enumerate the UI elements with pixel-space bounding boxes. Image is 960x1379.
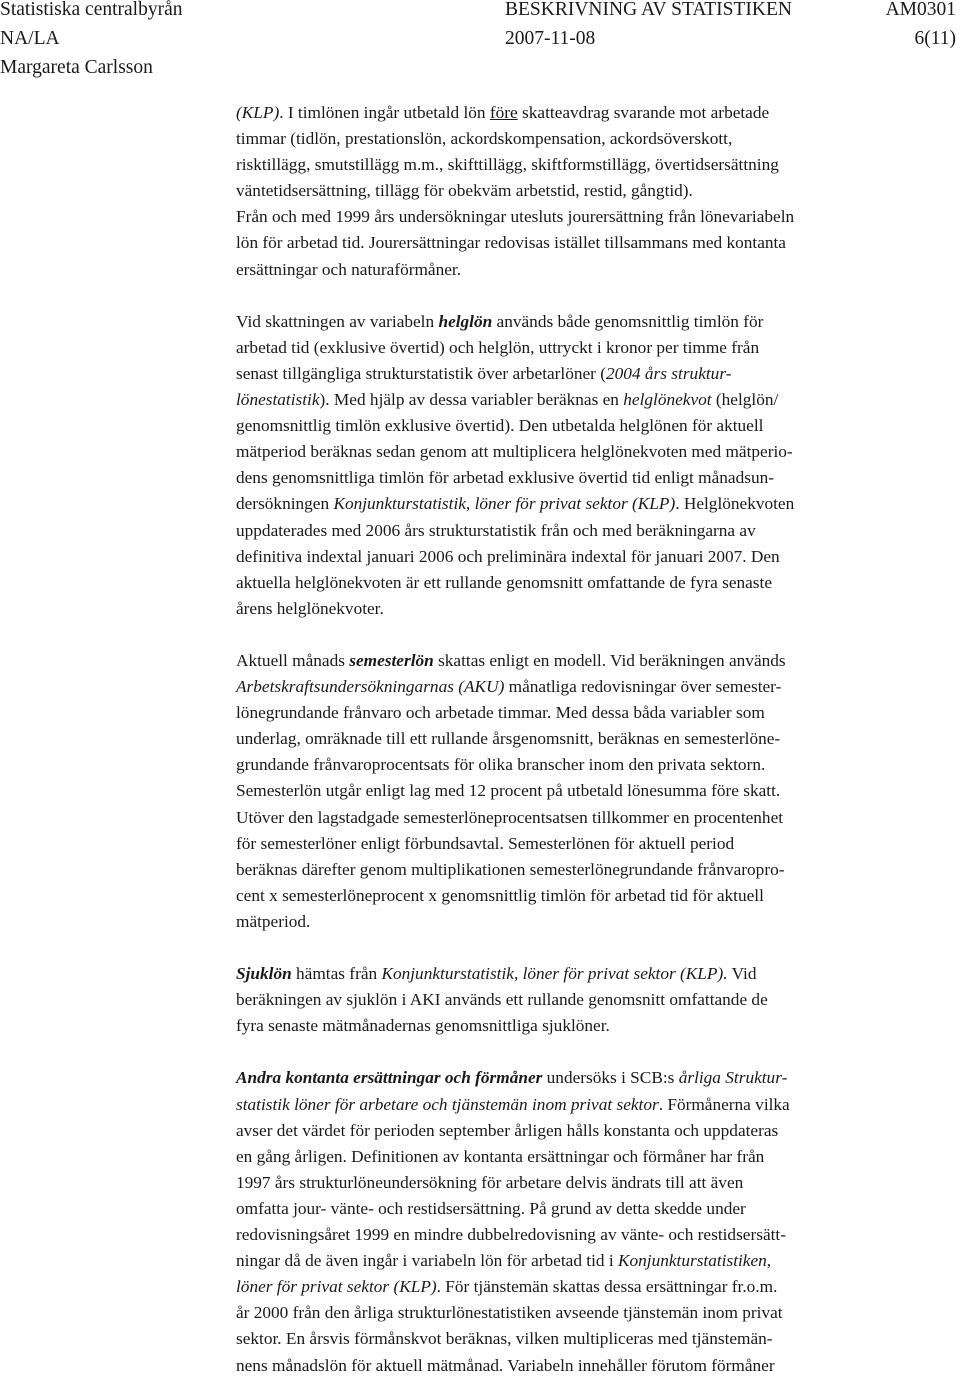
text-run: Vid skattningen av variabeln	[236, 311, 439, 331]
page-header	[0, 0, 960, 78]
text-run: väntetidsersättning, tillägg för obekväm arbetstid, restid, gångtid).	[236, 181, 693, 201]
text-run: senast tillgängliga strukturstatistik över arbetarlöner (	[236, 363, 607, 383]
text-line	[236, 413, 950, 439]
text-run: år 2000 från den årliga strukturlönestatistiken avseende tjänstemän inom privat	[236, 1303, 783, 1323]
text-run: lön för arbetad tid. Jourersättningar redovisas istället tillsammans med kontanta	[236, 233, 786, 253]
text-line	[236, 1300, 950, 1326]
emphasis-term: semesterlön	[349, 650, 434, 670]
text-run: (helglön/	[711, 390, 779, 410]
text-run: grundande frånvaroprocentsats för olika branscher inom den privata sektorn.	[236, 755, 766, 775]
text-run: dens genomsnittliga timlön för arbetad exklusive övertid tid enligt månadsun-	[236, 468, 775, 488]
text-run: Utöver den lagstadgade semesterlöneprocentsatsen tillkommer en procentenhet	[236, 807, 784, 827]
text-run: omfatta jour- vänte- och restidsersättning. På grund av detta skedde under	[236, 1198, 746, 1218]
text-line	[236, 361, 950, 387]
author-name: Margareta Carlsson	[0, 57, 153, 78]
italic-text: 2004 års struktur-	[606, 363, 732, 383]
italic-text: Arbetskraftsundersökningarnas (AKU)	[236, 677, 505, 697]
paragraph	[236, 961, 950, 1039]
text-run: används både genomsnittlig timlön för	[492, 311, 764, 331]
text-line	[236, 883, 950, 909]
text-line	[236, 544, 950, 570]
text-run: nens månadslön för aktuell mätmånad. Variabeln innehåller förutom förmåner	[236, 1355, 775, 1375]
text-line	[236, 178, 950, 204]
text-run: en gång årligen. Definitionen av kontanta ersättningar och förmåner har från	[236, 1146, 765, 1166]
text-line	[236, 1248, 950, 1274]
italic-text: (KLP)	[236, 103, 280, 122]
text-line	[236, 1092, 950, 1118]
italic-text: helglönekvot	[623, 390, 712, 410]
text-run: sektor. En årsvis förmånskvot beräknas, vilken multipliceras med tjänstemän-	[236, 1329, 773, 1349]
org-name: Statistiska centralbyrån	[0, 0, 183, 20]
text-run: redovisningsåret 1999 en mindre dubbelredovisning av vänte- och restidsersätt-	[236, 1225, 786, 1245]
italic-text: Konjunkturstatistik, löner för privat sektor (KLP).	[381, 964, 728, 984]
underlined-text: före	[489, 103, 518, 122]
document-type: BESKRIVNING AV STATISTIKEN	[505, 0, 792, 20]
text-run: aktuella helglönekvoten är ett rullande genomsnitt omfattande de fyra senaste	[236, 572, 773, 592]
text-line	[236, 126, 950, 152]
text-run: mätperiod.	[236, 911, 311, 931]
text-line	[236, 439, 950, 465]
text-run: årens helglönekvoter.	[236, 598, 384, 618]
text-line	[236, 700, 950, 726]
italic-text: Konjunkturstatistik, löner för privat sektor (KLP)	[333, 494, 676, 514]
text-line	[236, 1170, 950, 1196]
text-run: fyra senaste mätmånadernas genomsnittliga sjuklöner.	[236, 1016, 610, 1036]
text-line	[236, 1118, 950, 1144]
text-line	[236, 491, 950, 517]
text-line	[236, 909, 950, 935]
text-line	[236, 831, 950, 857]
text-line	[236, 778, 950, 804]
emphasis-term: Andra kontanta ersättningar och förmåner	[236, 1068, 543, 1088]
emphasis-term: helglön	[438, 311, 493, 331]
text-run: . I timlönen ingår utbetald lön	[279, 103, 490, 122]
italic-text: statistik löner för arbetare och tjänstemän inom privat sektor	[236, 1094, 659, 1114]
text-line	[236, 961, 950, 987]
text-run: undersöks i SCB:s	[542, 1068, 679, 1088]
paragraph	[236, 1065, 950, 1378]
text-line	[236, 335, 950, 361]
text-line	[236, 648, 950, 674]
text-run: dersökningen	[236, 494, 334, 514]
text-run: Vid	[727, 964, 757, 984]
header-row-2	[0, 26, 960, 52]
text-line	[236, 1065, 950, 1091]
page-number: 6(11)	[914, 28, 956, 49]
text-line	[236, 726, 950, 752]
text-run: Från och med 1999 års undersökningar utesluts jourersättning från lönevariabeln	[236, 207, 795, 227]
text-run: månatliga redovisningar över semester-	[504, 677, 782, 697]
text-run: 1997 års strukturlöneundersökning för arbetare delvis ändrats till att även	[236, 1172, 744, 1192]
text-line	[236, 1326, 950, 1352]
paragraph	[236, 309, 950, 622]
italic-text: lönestatistik	[236, 390, 320, 410]
italic-text: löner för privat sektor (KLP)	[236, 1277, 437, 1297]
text-run: Semesterlön utgår enligt lag med 12 procent på utbetald lönesumma före skatt.	[236, 781, 781, 801]
text-run: underlag, omräknade till ett rullande årsgenomsnitt, beräknas en semesterlöne-	[236, 729, 781, 749]
text-run: beräkningen av sjuklön i AKI används ett rullande genomsnitt omfattande de	[236, 990, 768, 1010]
text-line	[236, 465, 950, 491]
text-run: cent x semesterlöneprocent x genomsnittlig timlön för arbetad tid för aktuell	[236, 885, 764, 905]
text-run: skattas enligt en modell. Vid beräkningen används	[433, 650, 786, 670]
text-run: . Förmånerna vilka	[658, 1094, 790, 1114]
header-row-1	[0, 0, 960, 23]
text-run: beräknas därefter genom multiplikationen semesterlönegrundande frånvaropro-	[236, 859, 785, 879]
italic-text: Konjunkturstatistiken,	[617, 1251, 772, 1271]
text-run: ersättningar och naturaförmåner.	[236, 259, 462, 279]
text-line	[236, 100, 950, 126]
text-run: risktillägg, smutstillägg m.m., skifttillägg, skiftformstillägg, övertidsersättning	[236, 155, 779, 175]
text-line	[236, 752, 950, 778]
text-line	[236, 1013, 950, 1039]
text-run: definitiva indextal januari 2006 och preliminära indextal för januari 2007. Den	[236, 546, 780, 566]
text-line	[236, 570, 950, 596]
paragraph	[236, 100, 950, 283]
text-line	[236, 674, 950, 700]
text-line	[236, 1222, 950, 1248]
text-line	[236, 1274, 950, 1300]
text-run: ningar då de även ingår i variabeln lön för arbetad tid i	[236, 1251, 618, 1271]
text-run: lönegrundande frånvaro och arbetade timmar. Med dessa båda variabler som	[236, 703, 765, 723]
text-run: Aktuell månads	[236, 650, 350, 670]
document-body	[236, 100, 950, 1379]
text-run: arbetad tid (exklusive övertid) och helglön, uttryckt i kronor per timme från	[236, 337, 760, 357]
text-run: för semesterlöner enligt förbundsavtal. Semesterlönen för aktuell period	[236, 833, 735, 853]
text-run: ). Med hjälp av dessa variabler beräknas en	[319, 390, 624, 410]
paragraph	[236, 648, 950, 935]
text-line	[236, 596, 950, 622]
text-run: mätperiod beräknas sedan genom att multiplicera helglönekvoten med mätperio-	[236, 442, 793, 462]
emphasis-term: Sjuklön	[236, 964, 292, 984]
text-line	[236, 1144, 950, 1170]
text-line	[236, 987, 950, 1013]
header-row-3	[0, 55, 960, 81]
text-run: skatteavdrag svarande mot arbetade	[517, 103, 770, 122]
text-run: hämtas från	[291, 964, 382, 984]
text-line	[236, 1353, 950, 1379]
text-run: uppdaterades med 2006 års strukturstatistik från och med beräkningarna av	[236, 520, 756, 540]
text-run: . För tjänstemän skattas dessa ersättningar fr.o.m.	[436, 1277, 778, 1297]
text-line	[236, 857, 950, 883]
text-run: timmar (tidlön, prestationslön, ackordskompensation, ackordsöverskott,	[236, 129, 733, 149]
document-code: AM0301	[885, 0, 956, 20]
text-line	[236, 257, 950, 283]
text-line	[236, 1196, 950, 1222]
text-line	[236, 518, 950, 544]
text-run: genomsnittlig timlön exklusive övertid). Den utbetalda helglönen för aktuell	[236, 416, 764, 436]
text-line	[236, 387, 950, 413]
text-line	[236, 230, 950, 256]
text-line	[236, 204, 950, 230]
unit-code: NA/LA	[0, 28, 60, 49]
text-line	[236, 805, 950, 831]
text-run: . Helglönekvoten	[675, 494, 795, 514]
text-line	[236, 309, 950, 335]
text-run: avser det värdet för perioden september årligen hålls konstanta och uppdateras	[236, 1120, 779, 1140]
document-date: 2007-11-08	[505, 28, 596, 49]
italic-text: årliga Struktur-	[678, 1068, 788, 1088]
text-line	[236, 152, 950, 178]
